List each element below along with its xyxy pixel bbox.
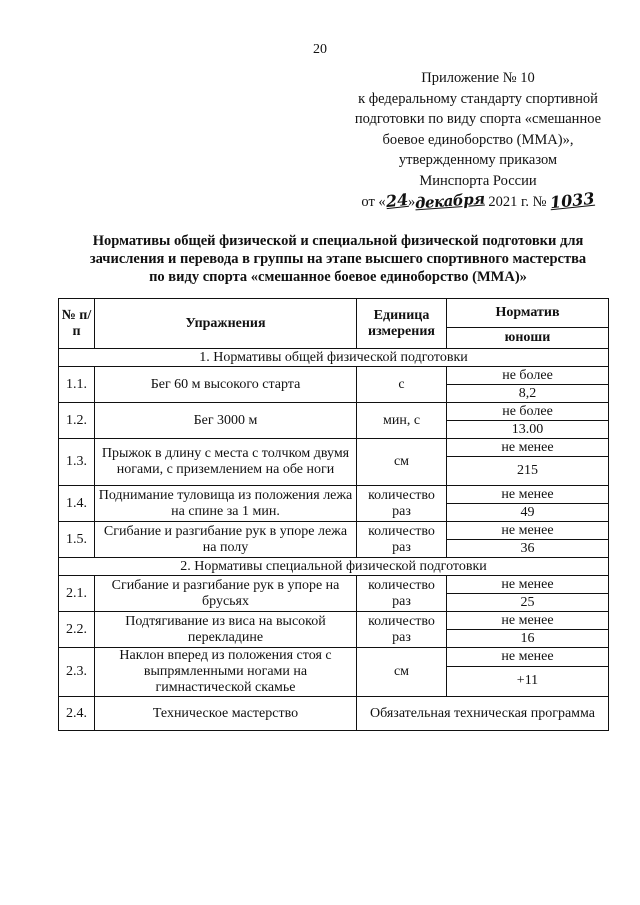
row-number: 2.1. xyxy=(59,576,95,612)
header-unit: Единица измерения xyxy=(357,299,447,349)
handwritten-order-number: 1033 xyxy=(549,188,596,213)
handwritten-month: декабря xyxy=(414,189,486,213)
row-value: 215 xyxy=(447,457,609,486)
row-exercise: Наклон вперед из положения стоя с выпрямленными ногами на гимнастической скамье xyxy=(95,648,357,697)
row-unit: мин, с xyxy=(357,403,447,439)
row-exercise: Техническое мастерство xyxy=(95,697,357,731)
row-number: 2.4. xyxy=(59,697,95,731)
section-title: 1. Нормативы общей физической подготовки xyxy=(59,349,609,367)
row-limit: не менее xyxy=(447,648,609,667)
row-limit: не менее xyxy=(447,439,609,457)
row-value: 36 xyxy=(447,540,609,558)
title-line: по виду спорта «смешанное боевое единоборство (ММА)» xyxy=(149,269,527,285)
row-value: 8,2 xyxy=(447,385,609,403)
appendix-line: утвержденному приказом xyxy=(398,152,558,168)
row-unit: см xyxy=(357,648,447,697)
row-exercise: Сгибание и разгибание рук в упоре на брусьях xyxy=(95,576,357,612)
row-limit: не менее xyxy=(447,522,609,540)
section-title: 2. Нормативы специальной физической подготовки xyxy=(59,558,609,576)
row-limit: не более xyxy=(447,367,609,385)
header-norm: Норматив xyxy=(447,299,609,328)
row-exercise: Бег 60 м высокого старта xyxy=(95,367,357,403)
row-value: 49 xyxy=(447,504,609,522)
row-value: +11 xyxy=(447,666,609,696)
row-unit: количество раз xyxy=(357,576,447,612)
norms-table xyxy=(58,298,609,731)
header-exercise: Упражнения xyxy=(95,299,357,349)
row-number: 1.3. xyxy=(59,439,95,486)
row-number: 1.4. xyxy=(59,486,95,522)
header-norm-sub: юноши xyxy=(447,328,609,349)
row-merged-norm: Обязательная техническая программа xyxy=(357,697,609,731)
row-unit: количество раз xyxy=(357,612,447,648)
row-exercise: Подтягивание из виса на высокой перекладине xyxy=(95,612,357,648)
row-limit: не менее xyxy=(447,612,609,630)
row-exercise: Поднимание туловища из положения лежа на спине за 1 мин. xyxy=(95,486,357,522)
header-number: № п/п xyxy=(59,299,95,349)
appendix-line: Минспорта России xyxy=(419,172,537,189)
appendix-line: Приложение № 10 xyxy=(421,70,535,86)
order-date-line xyxy=(330,188,626,213)
row-unit: с xyxy=(357,367,447,403)
row-exercise: Прыжок в длину с места с толчком двумя ногами, с приземлением на обе ноги xyxy=(95,439,357,486)
row-value: 25 xyxy=(447,594,609,612)
row-limit: не менее xyxy=(447,486,609,504)
page-number: 20 xyxy=(313,42,327,57)
row-number: 1.2. xyxy=(59,403,95,439)
row-exercise: Бег 3000 м xyxy=(95,403,357,439)
document-title xyxy=(64,232,612,286)
handwritten-day: 24 xyxy=(384,189,409,212)
row-number: 1.5. xyxy=(59,522,95,558)
row-exercise: Сгибание и разгибание рук в упоре лежа на полу xyxy=(95,522,357,558)
row-unit: количество раз xyxy=(357,522,447,558)
row-unit: количество раз xyxy=(357,486,447,522)
title-line: зачисления и перевода в группы на этапе высшего спортивного мастерства xyxy=(89,251,587,267)
title-line: Нормативы общей физической и специальной физической подготовки для xyxy=(92,233,584,249)
row-limit: не более xyxy=(447,403,609,421)
appendix-line: к федеральному стандарту спортивной xyxy=(358,90,598,107)
date-mid: » xyxy=(407,194,416,210)
appendix-line: подготовки по виду спорта «смешанное xyxy=(354,111,602,127)
row-value: 13.00 xyxy=(447,421,609,439)
row-number: 2.3. xyxy=(59,648,95,697)
row-limit: не менее xyxy=(447,576,609,594)
appendix-header xyxy=(330,68,626,213)
date-year: 2021 г. № xyxy=(488,194,547,210)
row-value: 16 xyxy=(447,630,609,648)
date-prefix: от « xyxy=(361,194,386,210)
row-number: 1.1. xyxy=(59,367,95,403)
row-number: 2.2. xyxy=(59,612,95,648)
row-unit: см xyxy=(357,439,447,486)
appendix-line: боевое единоборство (ММА)», xyxy=(382,131,574,148)
